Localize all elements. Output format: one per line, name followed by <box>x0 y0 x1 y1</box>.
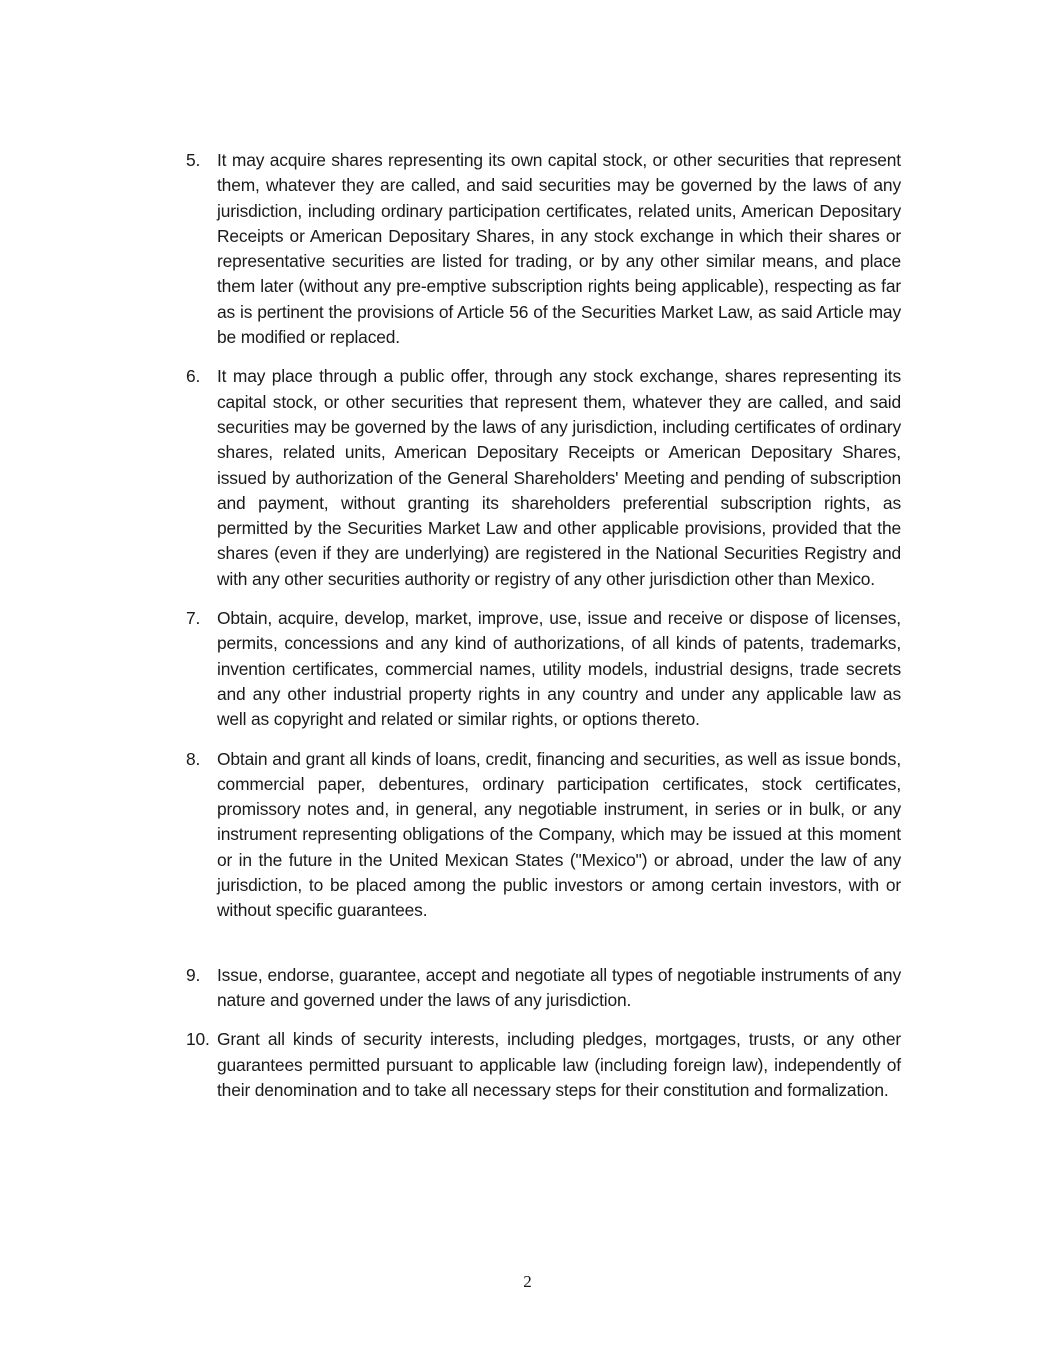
clause-number: 5. <box>186 150 201 170</box>
clause-number: 6. <box>186 366 201 387</box>
clause-number: 7. <box>186 608 201 629</box>
clause-number: 9. <box>186 964 201 985</box>
clause-number: 8. <box>186 748 201 769</box>
clause-item-7 <box>186 606 901 732</box>
clause-text: Grant all kinds of security interests, including pledges, mortgages, trusts, or any other guarantees permitted pursuant to applicable law (including foreign law), independently of their denomination and to take all necessary steps for their constitution and formalization. <box>217 1029 901 1100</box>
page-number: 2 <box>523 1272 532 1291</box>
clause-number: 10. <box>186 1029 210 1050</box>
clause-text: It may acquire shares representing its own capital stock, or other securities that represent them, whatever they are called, and said securities may be governed by the laws of any jurisdiction, including ordinary participation certificates, related units, American Depositary Receipts or American Depositary Shares, in any stock exchange in which their shares or representative securities are listed for trading, or by any other similar means, and place them later (without any pre-emptive subscription rights being applicable), respecting as far as is pertinent the provisions of Article 56 of the Securities Market Law, as said Article may be modified or replaced. <box>217 150 901 348</box>
clause-item-8 <box>186 747 901 924</box>
clause-text: It may place through a public offer, through any stock exchange, shares representing its capital stock, or other securities that represent them, whatever they are called, and said securities may be governed by the laws of any jurisdiction, including certificates of ordinary shares, related units, American Depositary Receipts or American Depositary Shares, issued by authorization of the General Shareholders' Meeting and pending of subscription and payment, without granting its shareholders preferential subscription rights, as permitted by the Securities Market Law and other applicable provisions, provided that the shares (even if they are underlying) are registered in the National Securities Registry and with any other securities authority or registry of any other jurisdiction other than Mexico. <box>217 366 901 589</box>
clause-item-6 <box>186 364 901 592</box>
numbered-clause-list <box>186 148 901 1117</box>
clause-text: Issue, endorse, guarantee, accept and negotiate all types of negotiable instruments of any nature and governed under the laws of any jurisdiction. <box>217 964 901 1010</box>
clause-item-9 <box>186 963 901 1014</box>
clause-item-10 <box>186 1027 901 1103</box>
clause-text: Obtain, acquire, develop, market, improve, use, issue and receive or dispose of licenses, permits, concessions and any kind of authorizations, of all kinds of patents, trademarks, invention certificates, commercial names, utility models, industrial designs, trade secrets and any other industrial property rights in any country and under any applicable law as well as copyright and related or similar rights, or options thereto. <box>217 608 901 730</box>
clause-text: Obtain and grant all kinds of loans, credit, financing and securities, as well as issue bonds, commercial paper, debentures, ordinary participation certificates, stock certificates, promissory notes and, in general, any negotiable instrument, in series or in bulk, or any instrument representing obligations of the Company, which may be issued at this moment or in the future in the United Mexican States ("Mexico") or abroad, under the law of any jurisdiction, to be placed among the public investors or among certain investors, with or without specific guarantees. <box>217 748 901 921</box>
clause-item-5 <box>186 148 901 350</box>
